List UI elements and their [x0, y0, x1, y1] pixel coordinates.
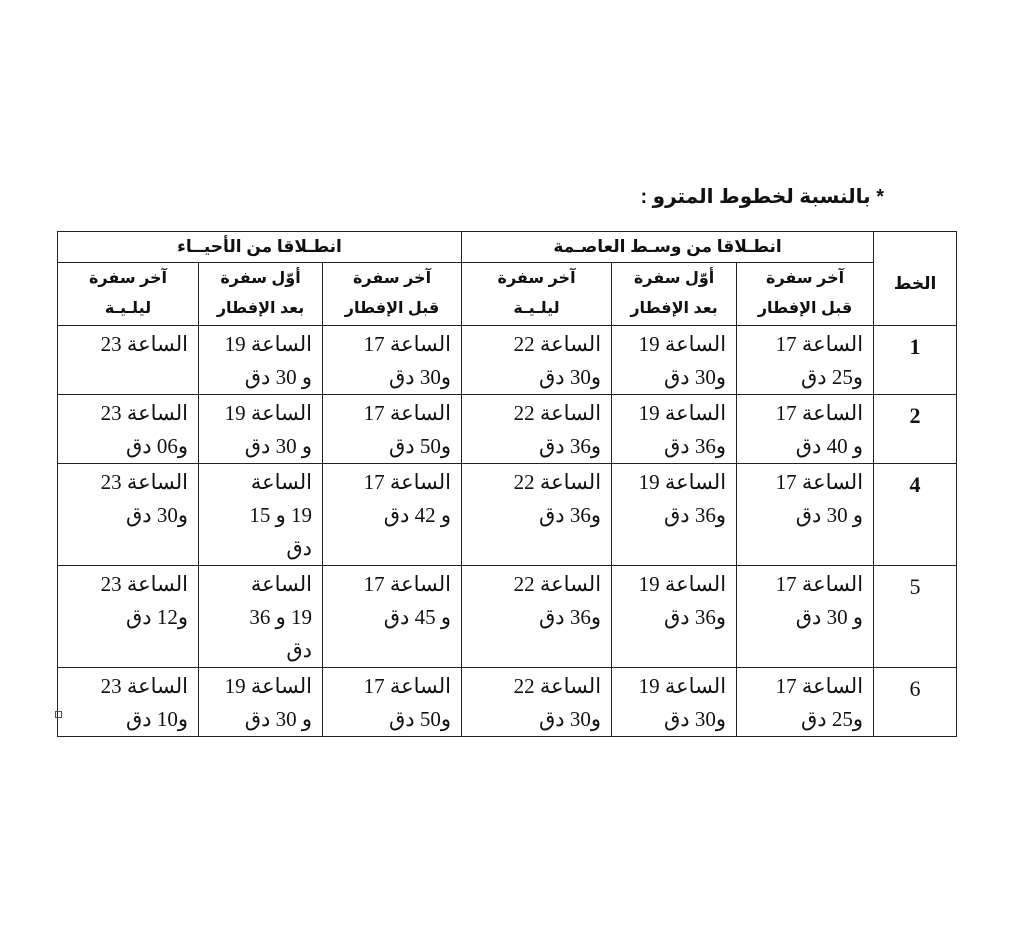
time-cell-line: الساعة 23	[100, 332, 189, 356]
sub-header: أوّل سفرة بعد الإفطار	[199, 263, 323, 326]
time-cell-line: الساعة 22	[513, 332, 602, 356]
time-cell	[612, 326, 737, 395]
time-cell-line: الساعة 19	[224, 674, 313, 698]
time-cell-line: الساعة 17	[363, 470, 452, 494]
time-cell-line: الساعة 17	[363, 674, 452, 698]
group-header-row	[58, 232, 957, 263]
time-cell	[323, 566, 462, 668]
time-cell	[737, 395, 874, 464]
time-cell	[199, 566, 323, 668]
sub-header: آخر سفرة قبل الإفطار	[737, 263, 874, 326]
time-cell-line: الساعة 19	[224, 401, 313, 425]
table-row	[58, 395, 957, 464]
time-cell-line: و30 دق	[538, 707, 602, 731]
time-cell-line: و36 دق	[538, 434, 602, 458]
time-cell	[462, 566, 612, 668]
time-cell-line: و 30 دق	[244, 707, 313, 731]
time-cell	[323, 668, 462, 737]
time-cell-line: و50 دق	[388, 434, 452, 458]
group-header-city-center: انطـلاقا من وسـط العاصـمة	[462, 232, 874, 263]
time-cell-line: و30 دق	[663, 365, 727, 389]
time-cell-line: و50 دق	[388, 707, 452, 731]
time-cell	[58, 326, 199, 395]
time-cell-line: الساعة 22	[513, 674, 602, 698]
table-row	[58, 326, 957, 395]
sub-header: أوّل سفرة بعد الإفطار	[612, 263, 737, 326]
table-body	[58, 232, 957, 737]
time-cell	[612, 395, 737, 464]
time-cell-line: دق	[286, 536, 313, 560]
time-cell-line: الساعة 17	[363, 332, 452, 356]
time-cell-line: و 45 دق	[383, 605, 452, 629]
time-cell-line: و30 دق	[538, 365, 602, 389]
time-cell-line: الساعة 17	[775, 332, 864, 356]
line-number-cell: 4	[874, 464, 957, 566]
time-cell-line: الساعة 23	[100, 674, 189, 698]
time-cell	[737, 668, 874, 737]
time-cell-line: الساعة 22	[513, 470, 602, 494]
time-cell-line: 19 و 36	[249, 605, 313, 629]
time-cell	[323, 464, 462, 566]
time-cell-line: و 30 دق	[795, 605, 864, 629]
time-cell-line: و36 دق	[663, 605, 727, 629]
line-number-cell: 1	[874, 326, 957, 395]
time-cell-line: دق	[286, 638, 313, 662]
sub-header: آخر سفرة قبل الإفطار	[323, 263, 462, 326]
line-header-label: الخط	[893, 274, 937, 293]
line-column-header	[874, 232, 957, 326]
time-cell	[737, 326, 874, 395]
time-cell-line: الساعة 19	[638, 470, 727, 494]
table-row	[58, 668, 957, 737]
time-cell-line: و36 دق	[663, 434, 727, 458]
time-cell	[612, 566, 737, 668]
time-cell	[199, 326, 323, 395]
time-cell-line: الساعة 17	[775, 572, 864, 596]
time-cell-line: الساعة 23	[100, 572, 189, 596]
time-cell-line: الساعة 17	[775, 470, 864, 494]
time-cell-line: و25 دق	[800, 365, 864, 389]
time-cell-line: و 30 دق	[795, 503, 864, 527]
table-row	[58, 566, 957, 668]
time-cell-line: الساعة	[250, 470, 313, 494]
time-cell	[58, 395, 199, 464]
time-cell-line: و 30 دق	[244, 365, 313, 389]
time-cell	[323, 326, 462, 395]
time-cell-line: الساعة 17	[363, 572, 452, 596]
time-cell-line: الساعة 19	[638, 572, 727, 596]
time-cell-line: و12 دق	[125, 605, 189, 629]
time-cell-line: الساعة 22	[513, 572, 602, 596]
time-cell	[199, 668, 323, 737]
time-cell-line: الساعة 19	[638, 332, 727, 356]
time-cell-line: 19 و 15	[249, 503, 313, 527]
time-cell	[199, 464, 323, 566]
metro-schedule-table	[57, 231, 957, 737]
time-cell-line: و30 دق	[663, 707, 727, 731]
time-cell	[737, 464, 874, 566]
line-number-cell: 6	[874, 668, 957, 737]
time-cell-line: و 30 دق	[244, 434, 313, 458]
time-cell-line: و36 دق	[663, 503, 727, 527]
time-cell	[323, 395, 462, 464]
time-cell	[199, 395, 323, 464]
time-cell-line: و10 دق	[125, 707, 189, 731]
time-cell	[462, 326, 612, 395]
time-cell-line: الساعة 17	[775, 401, 864, 425]
sub-header: آخر سفرة ليلـيـة	[58, 263, 199, 326]
time-cell	[462, 464, 612, 566]
time-cell-line: و 42 دق	[383, 503, 452, 527]
time-cell	[58, 668, 199, 737]
time-cell	[737, 566, 874, 668]
time-cell-line: الساعة 17	[775, 674, 864, 698]
time-cell-line: و36 دق	[538, 503, 602, 527]
sub-header: آخر سفرة ليلـيـة	[462, 263, 612, 326]
time-cell	[612, 668, 737, 737]
table-resize-handle[interactable]	[55, 711, 62, 718]
sub-header-row	[58, 263, 957, 326]
line-number-cell: 5	[874, 566, 957, 668]
time-cell-line: و25 دق	[800, 707, 864, 731]
time-cell-line: الساعة 23	[100, 470, 189, 494]
time-cell-line: و30 دق	[125, 503, 189, 527]
time-cell	[612, 464, 737, 566]
time-cell-line: الساعة 19	[638, 674, 727, 698]
page-heading: * بالنسبة لخطوط المترو :	[640, 186, 884, 208]
group-header-neighborhoods: انطـلاقا من الأحيــاء	[58, 232, 462, 263]
time-cell-line: الساعة 17	[363, 401, 452, 425]
time-cell-line: و30 دق	[388, 365, 452, 389]
time-cell-line: و06 دق	[125, 434, 189, 458]
line-number-cell: 2	[874, 395, 957, 464]
time-cell	[462, 395, 612, 464]
time-cell	[462, 668, 612, 737]
time-cell-line: الساعة 19	[638, 401, 727, 425]
time-cell-line: الساعة 19	[224, 332, 313, 356]
time-cell-line: الساعة 23	[100, 401, 189, 425]
time-cell-line: الساعة	[250, 572, 313, 596]
time-cell	[58, 464, 199, 566]
time-cell-line: الساعة 22	[513, 401, 602, 425]
table-row	[58, 464, 957, 566]
time-cell	[58, 566, 199, 668]
time-cell-line: و 40 دق	[795, 434, 864, 458]
time-cell-line: و36 دق	[538, 605, 602, 629]
